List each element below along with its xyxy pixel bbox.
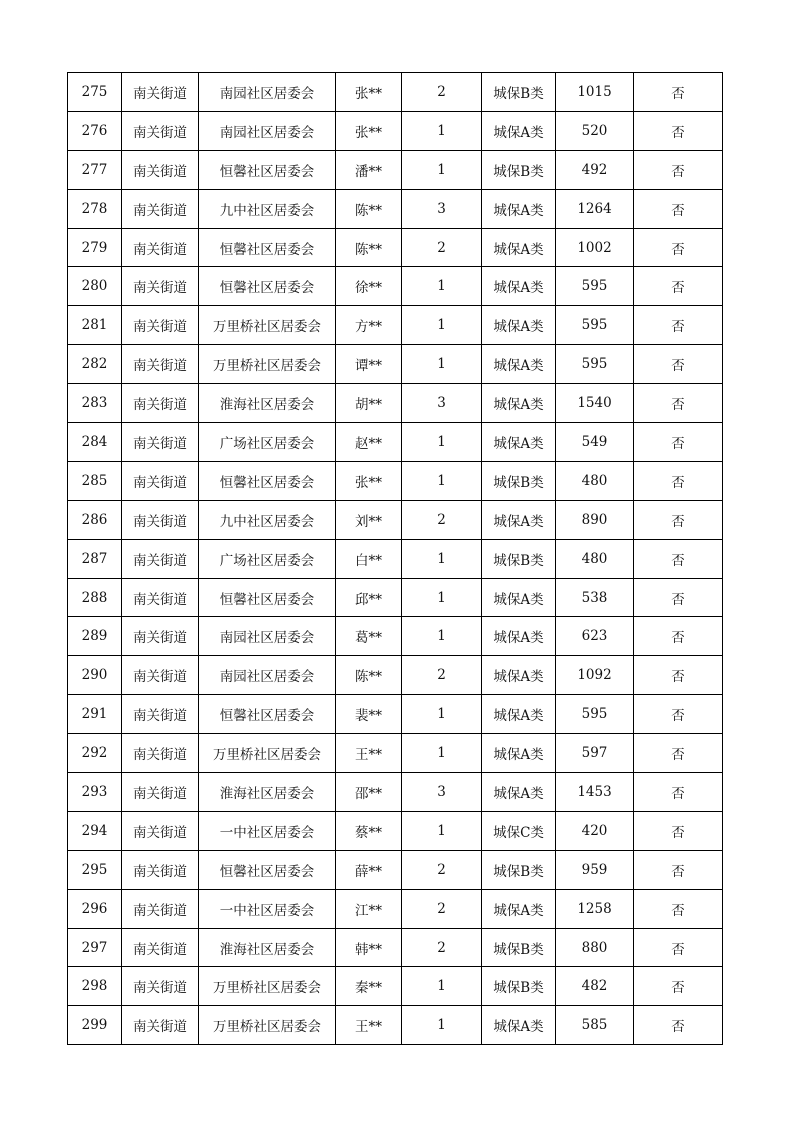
flag-cell: 否 — [634, 306, 723, 345]
flag-cell: 否 — [634, 345, 723, 384]
community-cell: 南园社区居委会 — [199, 73, 336, 112]
household-size-cell: 1 — [402, 267, 482, 306]
household-size-cell: 2 — [402, 889, 482, 928]
flag-cell: 否 — [634, 811, 723, 850]
row-number-cell: 290 — [68, 656, 122, 695]
row-number-cell: 296 — [68, 889, 122, 928]
table-row — [68, 384, 723, 423]
flag-cell: 否 — [634, 228, 723, 267]
flag-cell: 否 — [634, 539, 723, 578]
household-size-cell: 1 — [402, 1006, 482, 1045]
flag-cell: 否 — [634, 384, 723, 423]
community-cell: 万里桥社区居委会 — [199, 734, 336, 773]
name-cell: 薛** — [336, 850, 402, 889]
row-number-cell: 291 — [68, 695, 122, 734]
category-cell: 城保A类 — [482, 656, 556, 695]
street-cell: 南关街道 — [122, 656, 199, 695]
street-cell: 南关街道 — [122, 228, 199, 267]
table-row — [68, 967, 723, 1006]
household-size-cell: 1 — [402, 539, 482, 578]
table-row — [68, 73, 723, 112]
community-cell: 万里桥社区居委会 — [199, 1006, 336, 1045]
street-cell: 南关街道 — [122, 850, 199, 889]
row-number-cell: 297 — [68, 928, 122, 967]
row-number-cell: 299 — [68, 1006, 122, 1045]
amount-cell: 1453 — [556, 773, 634, 812]
household-size-cell: 3 — [402, 189, 482, 228]
household-size-cell: 1 — [402, 967, 482, 1006]
row-number-cell: 280 — [68, 267, 122, 306]
name-cell: 邱** — [336, 578, 402, 617]
row-number-cell: 292 — [68, 734, 122, 773]
row-number-cell: 287 — [68, 539, 122, 578]
table-row — [68, 189, 723, 228]
flag-cell: 否 — [634, 1006, 723, 1045]
street-cell: 南关街道 — [122, 150, 199, 189]
street-cell: 南关街道 — [122, 345, 199, 384]
name-cell: 韩** — [336, 928, 402, 967]
table-row — [68, 811, 723, 850]
category-cell: 城保B类 — [482, 461, 556, 500]
row-number-cell: 275 — [68, 73, 122, 112]
household-size-cell: 2 — [402, 73, 482, 112]
street-cell: 南关街道 — [122, 539, 199, 578]
amount-cell: 880 — [556, 928, 634, 967]
amount-cell: 538 — [556, 578, 634, 617]
community-cell: 万里桥社区居委会 — [199, 345, 336, 384]
street-cell: 南关街道 — [122, 578, 199, 617]
category-cell: 城保A类 — [482, 889, 556, 928]
flag-cell: 否 — [634, 850, 723, 889]
household-size-cell: 1 — [402, 111, 482, 150]
community-cell: 万里桥社区居委会 — [199, 967, 336, 1006]
name-cell: 王** — [336, 734, 402, 773]
community-cell: 九中社区居委会 — [199, 500, 336, 539]
household-size-cell: 1 — [402, 734, 482, 773]
flag-cell: 否 — [634, 734, 723, 773]
community-cell: 九中社区居委会 — [199, 189, 336, 228]
household-size-cell: 1 — [402, 306, 482, 345]
table-row — [68, 773, 723, 812]
amount-cell: 482 — [556, 967, 634, 1006]
amount-cell: 420 — [556, 811, 634, 850]
row-number-cell: 281 — [68, 306, 122, 345]
street-cell: 南关街道 — [122, 695, 199, 734]
community-cell: 恒馨社区居委会 — [199, 850, 336, 889]
name-cell: 胡** — [336, 384, 402, 423]
category-cell: 城保A类 — [482, 306, 556, 345]
row-number-cell: 293 — [68, 773, 122, 812]
category-cell: 城保A类 — [482, 189, 556, 228]
row-number-cell: 285 — [68, 461, 122, 500]
community-cell: 广场社区居委会 — [199, 423, 336, 462]
community-cell: 恒馨社区居委会 — [199, 578, 336, 617]
row-number-cell: 283 — [68, 384, 122, 423]
street-cell: 南关街道 — [122, 889, 199, 928]
street-cell: 南关街道 — [122, 306, 199, 345]
street-cell: 南关街道 — [122, 811, 199, 850]
category-cell: 城保A类 — [482, 1006, 556, 1045]
row-number-cell: 276 — [68, 111, 122, 150]
community-cell: 一中社区居委会 — [199, 889, 336, 928]
flag-cell: 否 — [634, 773, 723, 812]
row-number-cell: 294 — [68, 811, 122, 850]
flag-cell: 否 — [634, 189, 723, 228]
amount-cell: 549 — [556, 423, 634, 462]
row-number-cell: 284 — [68, 423, 122, 462]
name-cell: 方** — [336, 306, 402, 345]
category-cell: 城保A类 — [482, 267, 556, 306]
household-size-cell: 1 — [402, 150, 482, 189]
household-size-cell: 2 — [402, 656, 482, 695]
table-row — [68, 111, 723, 150]
amount-cell: 1540 — [556, 384, 634, 423]
category-cell: 城保B类 — [482, 73, 556, 112]
category-cell: 城保A类 — [482, 578, 556, 617]
category-cell: 城保B类 — [482, 850, 556, 889]
row-number-cell: 282 — [68, 345, 122, 384]
flag-cell: 否 — [634, 578, 723, 617]
row-number-cell: 288 — [68, 578, 122, 617]
household-size-cell: 2 — [402, 228, 482, 267]
table-row — [68, 345, 723, 384]
category-cell: 城保A类 — [482, 734, 556, 773]
category-cell: 城保C类 — [482, 811, 556, 850]
amount-cell: 623 — [556, 617, 634, 656]
household-size-cell: 1 — [402, 423, 482, 462]
name-cell: 王** — [336, 1006, 402, 1045]
community-cell: 南园社区居委会 — [199, 617, 336, 656]
category-cell: 城保A类 — [482, 695, 556, 734]
table-row — [68, 889, 723, 928]
street-cell: 南关街道 — [122, 111, 199, 150]
flag-cell: 否 — [634, 461, 723, 500]
household-size-cell: 1 — [402, 617, 482, 656]
flag-cell: 否 — [634, 967, 723, 1006]
category-cell: 城保A类 — [482, 345, 556, 384]
name-cell: 张** — [336, 461, 402, 500]
street-cell: 南关街道 — [122, 500, 199, 539]
assistance-table — [67, 72, 723, 1045]
category-cell: 城保A类 — [482, 423, 556, 462]
category-cell: 城保A类 — [482, 111, 556, 150]
name-cell: 谭** — [336, 345, 402, 384]
category-cell: 城保A类 — [482, 228, 556, 267]
street-cell: 南关街道 — [122, 384, 199, 423]
street-cell: 南关街道 — [122, 461, 199, 500]
table-row — [68, 150, 723, 189]
community-cell: 淮海社区居委会 — [199, 384, 336, 423]
flag-cell: 否 — [634, 150, 723, 189]
community-cell: 一中社区居委会 — [199, 811, 336, 850]
table-row — [68, 228, 723, 267]
table-row — [68, 539, 723, 578]
amount-cell: 1264 — [556, 189, 634, 228]
row-number-cell: 295 — [68, 850, 122, 889]
flag-cell: 否 — [634, 500, 723, 539]
row-number-cell: 278 — [68, 189, 122, 228]
name-cell: 江** — [336, 889, 402, 928]
table-row — [68, 578, 723, 617]
flag-cell: 否 — [634, 656, 723, 695]
category-cell: 城保B类 — [482, 967, 556, 1006]
amount-cell: 595 — [556, 345, 634, 384]
category-cell: 城保A类 — [482, 500, 556, 539]
community-cell: 恒馨社区居委会 — [199, 461, 336, 500]
name-cell: 刘** — [336, 500, 402, 539]
table-row — [68, 928, 723, 967]
community-cell: 恒馨社区居委会 — [199, 267, 336, 306]
name-cell: 陈** — [336, 228, 402, 267]
name-cell: 裴** — [336, 695, 402, 734]
community-cell: 恒馨社区居委会 — [199, 695, 336, 734]
amount-cell: 890 — [556, 500, 634, 539]
household-size-cell: 1 — [402, 695, 482, 734]
table-row — [68, 461, 723, 500]
table-row — [68, 734, 723, 773]
flag-cell: 否 — [634, 889, 723, 928]
amount-cell: 585 — [556, 1006, 634, 1045]
category-cell: 城保B类 — [482, 539, 556, 578]
street-cell: 南关街道 — [122, 73, 199, 112]
household-size-cell: 1 — [402, 345, 482, 384]
category-cell: 城保A类 — [482, 384, 556, 423]
row-number-cell: 277 — [68, 150, 122, 189]
name-cell: 陈** — [336, 656, 402, 695]
name-cell: 潘** — [336, 150, 402, 189]
street-cell: 南关街道 — [122, 1006, 199, 1045]
flag-cell: 否 — [634, 423, 723, 462]
community-cell: 万里桥社区居委会 — [199, 306, 336, 345]
table-row — [68, 267, 723, 306]
table-row — [68, 656, 723, 695]
flag-cell: 否 — [634, 73, 723, 112]
amount-cell: 1002 — [556, 228, 634, 267]
amount-cell: 480 — [556, 461, 634, 500]
community-cell: 淮海社区居委会 — [199, 928, 336, 967]
household-size-cell: 2 — [402, 928, 482, 967]
amount-cell: 595 — [556, 267, 634, 306]
name-cell: 葛** — [336, 617, 402, 656]
name-cell: 邵** — [336, 773, 402, 812]
name-cell: 白** — [336, 539, 402, 578]
amount-cell: 597 — [556, 734, 634, 773]
name-cell: 秦** — [336, 967, 402, 1006]
table-row — [68, 423, 723, 462]
flag-cell: 否 — [634, 111, 723, 150]
street-cell: 南关街道 — [122, 189, 199, 228]
community-cell: 恒馨社区居委会 — [199, 228, 336, 267]
street-cell: 南关街道 — [122, 617, 199, 656]
household-size-cell: 2 — [402, 850, 482, 889]
flag-cell: 否 — [634, 267, 723, 306]
community-cell: 南园社区居委会 — [199, 111, 336, 150]
community-cell: 恒馨社区居委会 — [199, 150, 336, 189]
name-cell: 张** — [336, 73, 402, 112]
community-cell: 广场社区居委会 — [199, 539, 336, 578]
name-cell: 赵** — [336, 423, 402, 462]
household-size-cell: 1 — [402, 578, 482, 617]
table-row — [68, 617, 723, 656]
row-number-cell: 286 — [68, 500, 122, 539]
table-row — [68, 695, 723, 734]
row-number-cell: 279 — [68, 228, 122, 267]
table-row — [68, 500, 723, 539]
street-cell: 南关街道 — [122, 267, 199, 306]
row-number-cell: 289 — [68, 617, 122, 656]
amount-cell: 1015 — [556, 73, 634, 112]
community-cell: 南园社区居委会 — [199, 656, 336, 695]
street-cell: 南关街道 — [122, 967, 199, 1006]
category-cell: 城保A类 — [482, 773, 556, 812]
household-size-cell: 3 — [402, 384, 482, 423]
name-cell: 张** — [336, 111, 402, 150]
category-cell: 城保B类 — [482, 928, 556, 967]
table-row — [68, 1006, 723, 1045]
amount-cell: 595 — [556, 306, 634, 345]
flag-cell: 否 — [634, 617, 723, 656]
household-size-cell: 2 — [402, 500, 482, 539]
category-cell: 城保A类 — [482, 617, 556, 656]
name-cell: 徐** — [336, 267, 402, 306]
household-size-cell: 1 — [402, 811, 482, 850]
amount-cell: 492 — [556, 150, 634, 189]
amount-cell: 520 — [556, 111, 634, 150]
table-row — [68, 850, 723, 889]
amount-cell: 959 — [556, 850, 634, 889]
community-cell: 淮海社区居委会 — [199, 773, 336, 812]
table-body — [68, 73, 723, 1045]
amount-cell: 480 — [556, 539, 634, 578]
row-number-cell: 298 — [68, 967, 122, 1006]
amount-cell: 595 — [556, 695, 634, 734]
flag-cell: 否 — [634, 695, 723, 734]
household-size-cell: 1 — [402, 461, 482, 500]
amount-cell: 1258 — [556, 889, 634, 928]
table-row — [68, 306, 723, 345]
street-cell: 南关街道 — [122, 423, 199, 462]
flag-cell: 否 — [634, 928, 723, 967]
street-cell: 南关街道 — [122, 928, 199, 967]
name-cell: 蔡** — [336, 811, 402, 850]
name-cell: 陈** — [336, 189, 402, 228]
household-size-cell: 3 — [402, 773, 482, 812]
street-cell: 南关街道 — [122, 734, 199, 773]
street-cell: 南关街道 — [122, 773, 199, 812]
amount-cell: 1092 — [556, 656, 634, 695]
category-cell: 城保B类 — [482, 150, 556, 189]
